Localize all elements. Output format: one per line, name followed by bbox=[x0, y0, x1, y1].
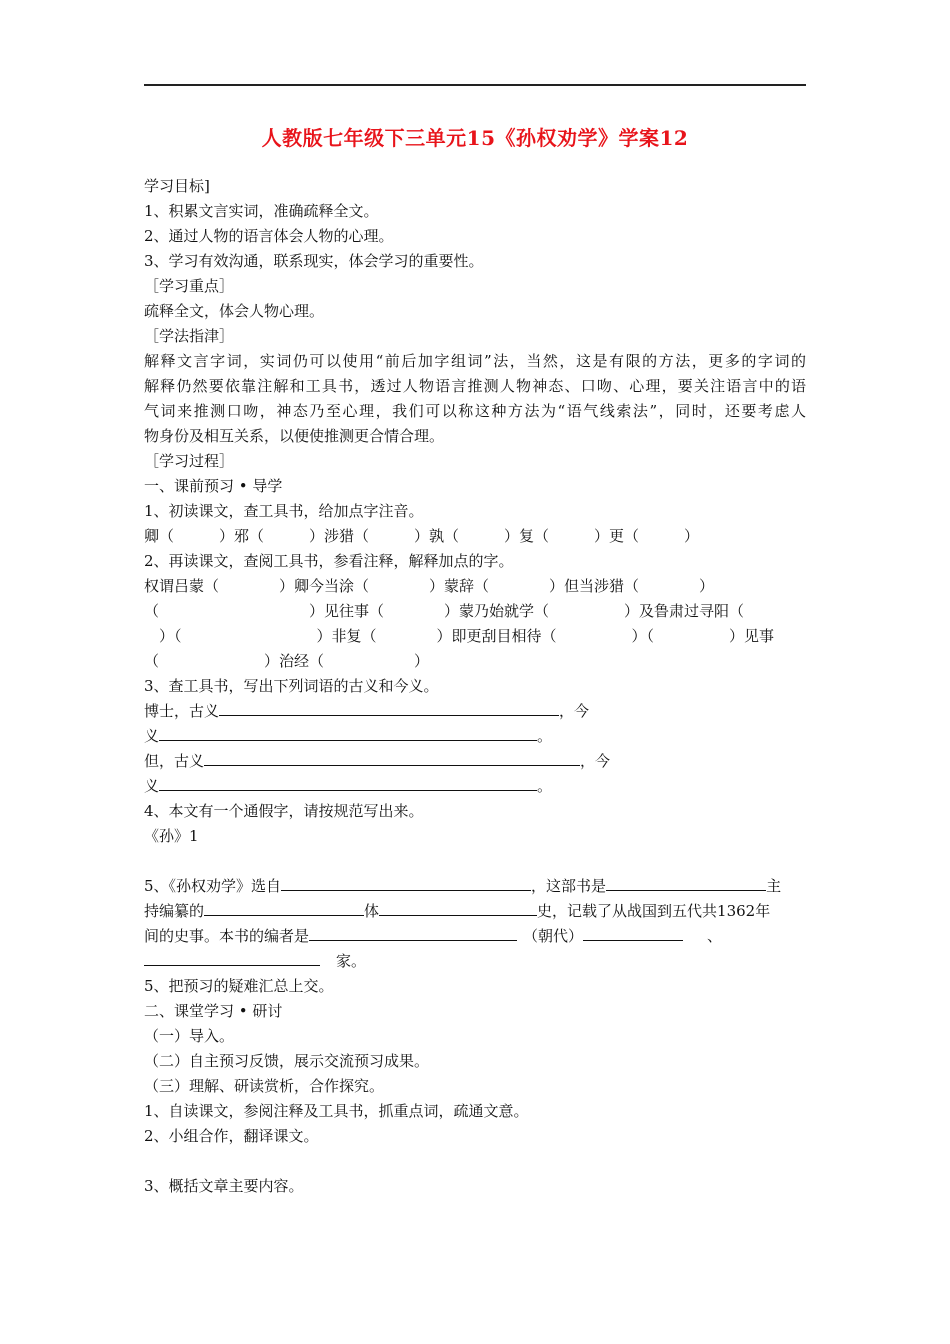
answer-blank[interactable] bbox=[144, 951, 320, 966]
word-label: 。 bbox=[537, 777, 553, 795]
source-question-row bbox=[144, 951, 806, 971]
word-meaning-row bbox=[144, 726, 806, 746]
part-two-heading: 二、课堂学习 • 研讨 bbox=[144, 1002, 283, 1020]
word-meaning-row bbox=[144, 701, 806, 721]
word-label: 义 bbox=[144, 777, 160, 795]
question-text: （朝代） bbox=[523, 927, 584, 945]
activity-1: 1、自读课文，参阅注释及工具书，抓重点词，疏通文意。 bbox=[144, 1102, 529, 1120]
objective-2: 2、通过人物的语言体会人物的心理。 bbox=[144, 227, 394, 245]
answer-blank[interactable] bbox=[583, 926, 683, 941]
activity-3: 3、概括文章主要内容。 bbox=[144, 1177, 304, 1195]
task-2: 2、再读课文，查阅工具书，参看注释，解释加点的字。 bbox=[144, 552, 514, 570]
task-3: 3、查工具书，写出下列词语的古义和今义。 bbox=[144, 677, 439, 695]
answer-blank[interactable] bbox=[606, 876, 766, 891]
section-heading-process: ［学习过程］ bbox=[144, 452, 235, 470]
answer-blank[interactable] bbox=[309, 926, 517, 941]
definition-blanks: ）（ ）非复（ ）即更刮目相待（ ）（ ）见事 bbox=[144, 627, 775, 645]
task-4-answer: 《孙》1 bbox=[144, 827, 199, 845]
source-question-row bbox=[144, 876, 806, 896]
pronunciation-blanks: 卿（ ）邪（ ）涉猎（ ）孰（ ）复（ ）更（ ） bbox=[144, 527, 700, 545]
step-analysis: （三）理解、研读赏析，合作探究。 bbox=[144, 1077, 385, 1095]
header-rule bbox=[144, 84, 806, 86]
word-label: ，今 bbox=[559, 702, 590, 720]
question-text: 主 bbox=[766, 877, 782, 895]
section-heading-focus: ［学习重点］ bbox=[144, 277, 235, 295]
question-text: 家。 bbox=[336, 952, 367, 970]
word-label: 义 bbox=[144, 727, 160, 745]
task-1: 1、初读课文，查工具书，给加点字注音。 bbox=[144, 502, 424, 520]
objective-1: 1、积累文言实词，准确疏释全文。 bbox=[144, 202, 379, 220]
word-label: 。 bbox=[537, 727, 553, 745]
source-question-row bbox=[144, 901, 806, 921]
answer-blank[interactable] bbox=[159, 776, 537, 791]
word-label: 博士，古义 bbox=[144, 702, 220, 720]
method-paragraph-line: 物身份及相互关系，以便使推测更合情合理。 bbox=[144, 427, 445, 445]
question-text: 间的史事。本书的编者是 bbox=[144, 927, 310, 945]
section-heading-objectives: 学习目标] bbox=[144, 177, 210, 195]
word-label: ，今 bbox=[580, 752, 611, 770]
word-label: 但，古义 bbox=[144, 752, 205, 770]
word-meaning-row bbox=[144, 751, 806, 771]
definition-blanks: （ ）见往事（ ）蒙乃始就学（ ）及鲁肃过寻阳（ bbox=[144, 602, 745, 620]
source-question-row bbox=[144, 926, 806, 946]
answer-blank[interactable] bbox=[204, 901, 364, 916]
method-paragraph-line: 解释文言字词，实词仍可以使用“前后加字组词”法，当然，这是有限的方法，更多的字词的 bbox=[144, 352, 806, 370]
step-intro: （一）导入。 bbox=[144, 1027, 235, 1045]
answer-blank[interactable] bbox=[204, 751, 580, 766]
objective-3: 3、学习有效沟通，联系现实，体会学习的重要性。 bbox=[144, 252, 484, 270]
question-text: 持编纂的 bbox=[144, 902, 205, 920]
section-heading-method: ［学法指津］ bbox=[144, 327, 235, 345]
question-text: 体 bbox=[364, 902, 380, 920]
activity-2: 2、小组合作，翻译课文。 bbox=[144, 1127, 319, 1145]
question-text: 5、《孙权劝学》选自 bbox=[144, 877, 282, 895]
task-5: 5、把预习的疑难汇总上交。 bbox=[144, 977, 334, 995]
definition-blanks: （ ）治经（ ） bbox=[144, 652, 430, 670]
task-4: 4、本文有一个通假字，请按规范写出来。 bbox=[144, 802, 424, 820]
answer-blank[interactable] bbox=[159, 726, 537, 741]
focus-text: 疏释全文，体会人物心理。 bbox=[144, 302, 325, 320]
question-text: 、 bbox=[707, 927, 723, 945]
step-feedback: （二）自主预习反馈，展示交流预习成果。 bbox=[144, 1052, 430, 1070]
word-meaning-row bbox=[144, 776, 806, 796]
part-one-heading: 一、课前预习 • 导学 bbox=[144, 477, 283, 495]
question-text: 史，记载了从战国到五代共1362年 bbox=[537, 902, 771, 920]
answer-blank[interactable] bbox=[379, 901, 537, 916]
method-paragraph-line: 解释仍然要依靠注解和工具书，透过人物语言推测人物神态、口吻、心理，要关注语言中的语 bbox=[144, 377, 806, 395]
answer-blank[interactable] bbox=[281, 876, 531, 891]
page-title: 人教版七年级下三单元15《孙权劝学》学案12 bbox=[261, 126, 689, 150]
question-text: ，这部书是 bbox=[531, 877, 607, 895]
method-paragraph-line: 气词来推测口吻，神态乃至心理，我们可以称这种方法为“语气线索法”，同时，还要考虑人 bbox=[144, 402, 806, 420]
answer-blank[interactable] bbox=[219, 701, 559, 716]
definition-blanks: 权谓吕蒙（ ）卿今当涂（ ）蒙辞（ ）但当涉猎（ ） bbox=[144, 577, 715, 595]
